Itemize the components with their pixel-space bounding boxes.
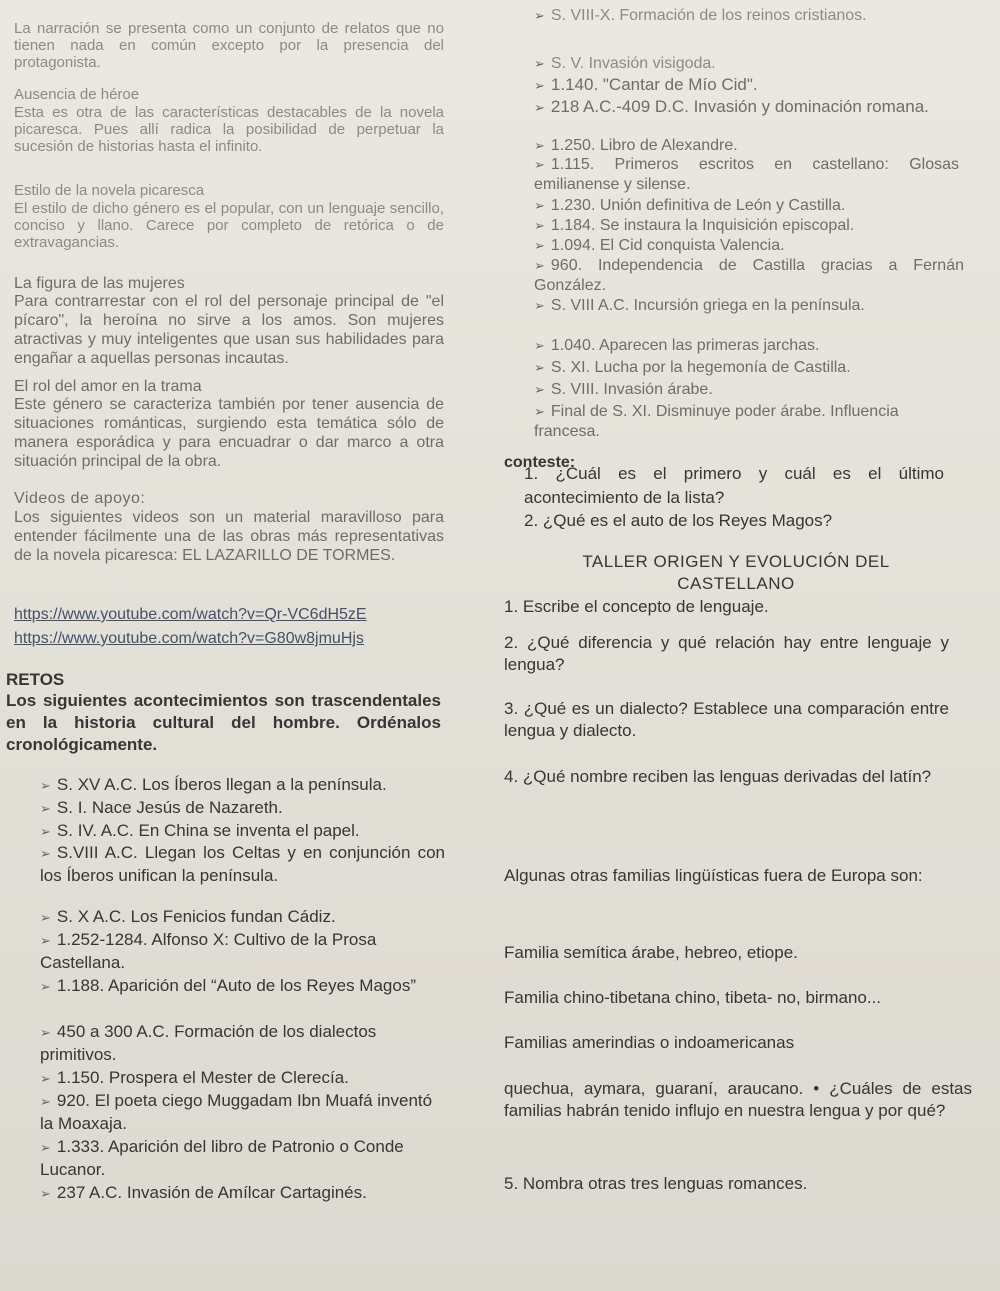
arrow-icon: ➢: [534, 56, 545, 71]
arrow-icon: ➢: [534, 298, 545, 313]
list-item: ➢ 1.094. El Cid conquista Valencia.: [534, 237, 785, 254]
list-item: ➢ 920. El poeta ciego Muggadam Ibn Muafá inventó la Moaxaja.: [40, 1091, 433, 1133]
arrow-icon: ➢: [534, 138, 545, 153]
arrow-icon: ➢: [534, 218, 545, 233]
amor-paragraph: Este género se caracteriza también por tener ausencia de situaciones románticas, surgiendo esta temática sólo de manera esporádica y para encuadrar o dar marco a otra situación principal de la obra.: [14, 396, 444, 470]
list-item: ➢ S. X A.C. Los Fenicios fundan Cádiz.: [40, 907, 336, 926]
list-item: ➢ Final de S. XI. Disminuye poder árabe. Influencia francesa.: [534, 403, 899, 440]
arrow-icon: ➢: [40, 910, 51, 925]
taller-question-3: 3. ¿Qué es un dialecto? Establece una comparación entre lengua y dialecto.: [504, 699, 949, 740]
list-item: ➢ 1.230. Unión definitiva de León y Castilla.: [534, 197, 846, 214]
list-item: ➢ S. XI. Lucha por la hegemonía de Castilla.: [534, 359, 851, 376]
taller-question-5: 5. Nombra otras tres lenguas romances.: [504, 1174, 808, 1193]
arrow-icon: ➢: [534, 382, 545, 397]
list-item: ➢ S. XV A.C. Los Íberos llegan a la península.: [40, 775, 387, 794]
mujeres-heading: La figura de las mujeres: [14, 275, 185, 292]
video-link-1[interactable]: https://www.youtube.com/watch?v=Qr-VC6dH5zE: [14, 606, 367, 623]
arrow-icon: ➢: [40, 1071, 51, 1086]
ausencia-heading: Ausencia de héroe: [14, 86, 140, 103]
list-item: ➢ 450 a 300 A.C. Formación de los dialectos primitivos.: [40, 1022, 377, 1064]
estilo-heading: Estilo de la novela picaresca: [14, 182, 205, 199]
arrow-icon: ➢: [40, 846, 51, 861]
arrow-icon: ➢: [40, 933, 51, 948]
familia-chino-tibetana: Familia chino-tibetana chino, tibeta- no, birmano...: [504, 988, 882, 1007]
arrow-icon: ➢: [40, 824, 51, 839]
list-item: ➢ 1.188. Aparición del “Auto de los Reyes Magos”: [40, 976, 416, 995]
list-item: ➢ 1.115. Primeros escritos en castellano: Glosas emilianense y silense.: [534, 156, 959, 193]
arrow-icon: ➢: [534, 404, 545, 419]
list-item: ➢ 237 A.C. Invasión de Amílcar Cartaginés.: [40, 1183, 367, 1202]
list-item: ➢ 1.040. Aparecen las primeras jarchas.: [534, 337, 820, 354]
list-item: ➢ S. I. Nace Jesús de Nazareth.: [40, 798, 283, 817]
arrow-icon: ➢: [40, 1140, 51, 1155]
arrow-icon: ➢: [40, 1094, 51, 1109]
amor-heading: El rol del amor en la trama: [14, 378, 202, 395]
arrow-icon: ➢: [534, 8, 545, 23]
taller-question-1: 1. Escribe el concepto de lenguaje.: [504, 597, 769, 616]
ausencia-paragraph: Esta es otra de las características destacables de la novela picaresca. Pues allí radica la posibilidad de perpetuar la sucesión de historias hasta el infinito.: [14, 104, 444, 155]
list-item: ➢ 1.184. Se instaura la Inquisición episcopal.: [534, 217, 855, 234]
question-1: 1. ¿Cuál es el primero y cuál es el último acontecimiento de la lista?: [524, 464, 944, 507]
videos-heading: Videos de apoyo:: [14, 490, 146, 507]
familia-semitica: Familia semítica árabe, hebreo, etiope.: [504, 943, 798, 962]
arrow-icon: ➢: [40, 778, 51, 793]
intro-paragraph: La narración se presenta como un conjunto de relatos que no tienen nada en común excepto por la presencia del protagonista.: [14, 20, 444, 71]
list-item: ➢ 1.150. Prospera el Mester de Clerecía.: [40, 1068, 349, 1087]
question-2: 2. ¿Qué es el auto de los Reyes Magos?: [524, 511, 833, 530]
conteste-heading: conteste:: [504, 454, 576, 471]
retos-paragraph: Los siguientes acontecimientos son trascendentales en la historia cultural del hombre. Ordénalos cronológicamente.: [6, 691, 441, 754]
videos-paragraph: Los siguientes videos son un material maravilloso para entender fácilmente una de las obras más representativas de la novela picaresca: EL LAZARILLO DE TORMES.: [14, 509, 444, 564]
arrow-icon: ➢: [534, 258, 545, 273]
list-item: ➢ S.VIII A.C. Llegan los Celtas y en conjunción con los Íberos unifican la península.: [40, 843, 445, 885]
arrow-icon: ➢: [534, 338, 545, 353]
video-link-2[interactable]: https://www.youtube.com/watch?v=G80w8jmuHjs: [14, 630, 364, 647]
list-item: ➢ 1.140. "Cantar de Mío Cid".: [534, 75, 758, 94]
arrow-icon: ➢: [534, 360, 545, 375]
list-item: ➢ S. IV. A.C. En China se inventa el papel.: [40, 821, 360, 840]
estilo-paragraph: El estilo de dicho género es el popular, con un lenguaje sencillo, conciso y llano. Carece por completo de retórica o de extravagancias.: [14, 200, 444, 251]
list-item: ➢ 1.252-1284. Alfonso X: Cultivo de la Prosa Castellana.: [40, 930, 377, 972]
list-item: ➢ S. V. Invasión visigoda.: [534, 55, 716, 72]
list-item: ➢ 218 A.C.-409 D.C. Invasión y dominación romana.: [534, 97, 929, 116]
arrow-icon: ➢: [534, 157, 545, 172]
arrow-icon: ➢: [534, 78, 545, 93]
taller-question-2: 2. ¿Qué diferencia y qué relación hay entre lenguaje y lengua?: [504, 633, 949, 674]
list-item: ➢ S. VIII A.C. Incursión griega en la península.: [534, 297, 865, 314]
arrow-icon: ➢: [534, 100, 545, 115]
list-item: ➢ S. VIII. Invasión árabe.: [534, 381, 713, 398]
familias-question: quechua, aymara, guaraní, araucano. • ¿Cuáles de estas familias habrán tenido influjo en nuestra lengua y por qué?: [504, 1079, 972, 1120]
list-item: ➢ 960. Independencia de Castilla gracias a Fernán González.: [534, 257, 964, 294]
list-item: ➢ S. VIII-X. Formación de los reinos cristianos.: [534, 7, 867, 24]
list-item: ➢ 1.333. Aparición del libro de Patronio o Conde Lucanor.: [40, 1137, 404, 1179]
familias-intro: Algunas otras familias lingüísticas fuera de Europa son:: [504, 866, 923, 885]
familia-amerindia: Familias amerindias o indoamericanas: [504, 1033, 795, 1052]
list-item: ➢ 1.250. Libro de Alexandre.: [534, 137, 738, 154]
mujeres-paragraph: Para contrarrestar con el rol del personaje principal de "el pícaro", la heroína no sirve a los amos. Son mujeres atractivas y muy inteligentes que usan sus habilidades para engañar a aquellas personas incautas.: [14, 293, 444, 367]
arrow-icon: ➢: [40, 979, 51, 994]
retos-heading: RETOS: [6, 670, 65, 689]
arrow-icon: ➢: [534, 238, 545, 253]
arrow-icon: ➢: [534, 198, 545, 213]
taller-question-4: 4. ¿Qué nombre reciben las lenguas derivadas del latín?: [504, 767, 932, 786]
arrow-icon: ➢: [40, 1186, 51, 1201]
arrow-icon: ➢: [40, 801, 51, 816]
taller-heading: TALLER ORIGEN Y EVOLUCIÓN DEL CASTELLANO: [582, 552, 890, 593]
arrow-icon: ➢: [40, 1025, 51, 1040]
